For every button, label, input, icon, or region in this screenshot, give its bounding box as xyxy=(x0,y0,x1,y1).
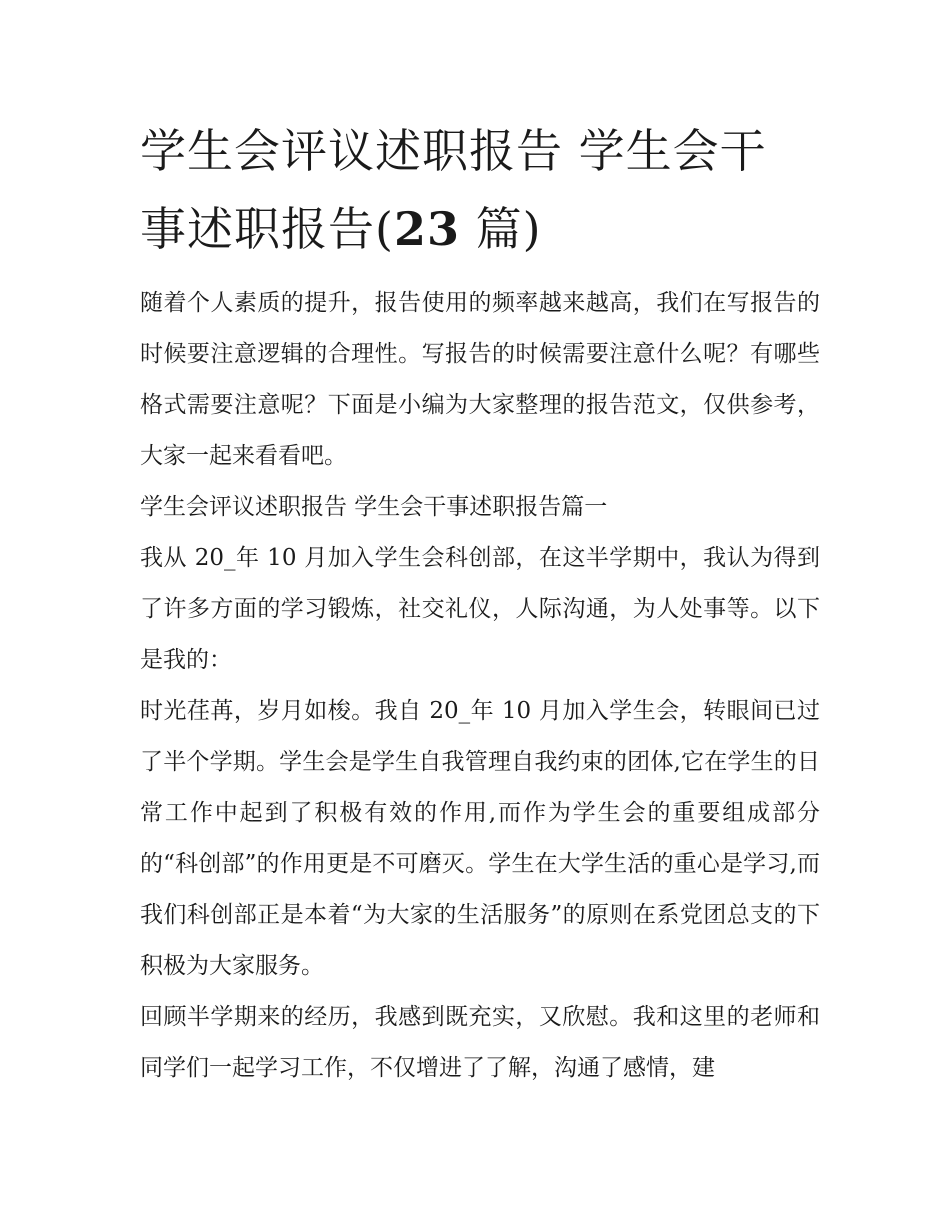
body-paragraph-2: 时光荏苒，岁月如梭。我自 20_年 10 月加入学生会，转眼间已过了半个学期。学生会是学生自我管理自我约束的团体,它在学生的日常工作中起到了积极有效的作用,而作为学生会的重要组成部分的“科创部”的作用更是不可磨灭。学生在大学生活的重心是学习,而我们科创部正是本着“为大家的生活服务”的原则在系党团总支的下积极为大家服务。 xyxy=(140,698,820,979)
section-heading: 学生会评议述职报告 学生会干事述职报告篇一 xyxy=(140,494,608,520)
title-line-2-suffix: 篇) xyxy=(459,202,542,256)
title-count: 23 xyxy=(393,202,460,256)
intro-paragraph: 随着个人素质的提升，报告使用的频率越来越高，我们在写报告的时候要注意逻辑的合理性。写报告的时候需要注意什么呢？有哪些格式需要注意呢？下面是小编为大家整理的报告范文，仅供参考，大家一起来看看吧。 xyxy=(140,290,820,469)
title-line-2-prefix: 事述职报告( xyxy=(140,202,394,256)
body-paragraph-1: 我从 20_年 10 月加入学生会科创部，在这半学期中，我认为得到了许多方面的学习锻炼，社交礼仪，人际沟通，为人处事等。以下是我的： xyxy=(140,545,820,673)
document-title xyxy=(140,112,820,268)
title-line-1: 学生会评议述职报告 学生会干 xyxy=(140,124,767,178)
body-paragraph-3: 回顾半学期来的经历，我感到既充实，又欣慰。我和这里的老师和同学们一起学习工作，不仅增进了了解，沟通了感情，建 xyxy=(140,1004,820,1081)
document-page xyxy=(140,112,820,1094)
